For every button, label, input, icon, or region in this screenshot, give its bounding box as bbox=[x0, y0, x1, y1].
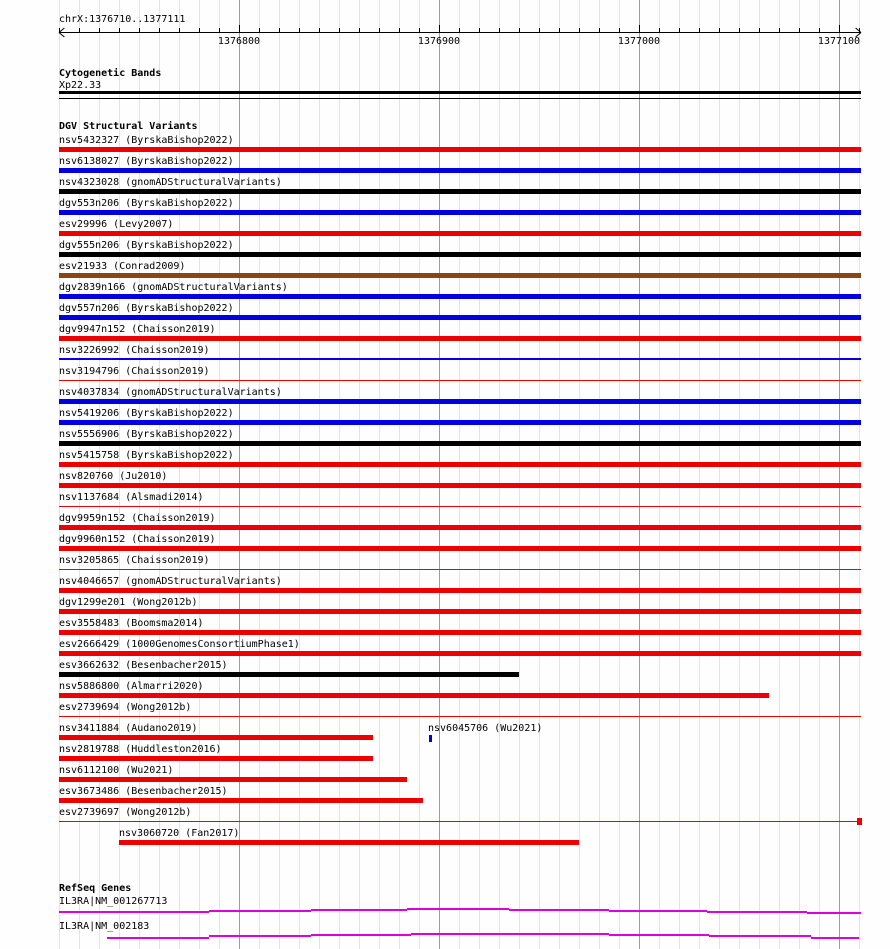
gridline-minor bbox=[319, 0, 320, 949]
variant-bar[interactable] bbox=[59, 168, 861, 173]
variant-bar[interactable] bbox=[59, 716, 861, 717]
variant-bar[interactable] bbox=[59, 380, 861, 381]
gridline-minor bbox=[279, 0, 280, 949]
variant-label[interactable]: nsv3411884 (Audano2019) bbox=[59, 723, 198, 734]
gridline-minor bbox=[599, 0, 600, 949]
gridline-minor bbox=[619, 0, 620, 949]
axis-tick-minor bbox=[219, 28, 220, 32]
variant-label[interactable]: esv3673486 (Besenbacher2015) bbox=[59, 786, 228, 797]
gene-structure-segment[interactable] bbox=[107, 937, 209, 939]
variant-bar[interactable] bbox=[59, 798, 423, 803]
gridline-minor bbox=[419, 0, 420, 949]
gridline-minor bbox=[259, 0, 260, 949]
gene-structure-segment[interactable] bbox=[209, 910, 311, 912]
variant-label[interactable]: nsv2819788 (Huddleston2016) bbox=[59, 744, 222, 755]
variant-label[interactable]: nsv5886800 (Almarri2020) bbox=[59, 681, 204, 692]
variant-label[interactable]: dgv9960n152 (Chaisson2019) bbox=[59, 534, 216, 545]
gridline-minor bbox=[799, 0, 800, 949]
variant-label[interactable]: nsv3205865 (Chaisson2019) bbox=[59, 555, 210, 566]
gridline-major bbox=[639, 0, 640, 949]
variant-label[interactable]: dgv555n206 (ByrskaBishop2022) bbox=[59, 240, 234, 251]
variant-label[interactable]: esv3558483 (Boomsma2014) bbox=[59, 618, 204, 629]
variant-label[interactable]: nsv5415758 (ByrskaBishop2022) bbox=[59, 450, 234, 461]
axis-tick-minor bbox=[599, 28, 600, 32]
axis-tick-minor bbox=[339, 28, 340, 32]
variant-label[interactable]: esv21933 (Conrad2009) bbox=[59, 261, 186, 272]
variant-bar[interactable] bbox=[59, 441, 861, 446]
variant-bar[interactable] bbox=[59, 462, 861, 467]
variant-label[interactable]: nsv6045706 (Wu2021) bbox=[428, 723, 543, 734]
axis-tick-minor bbox=[319, 28, 320, 32]
axis-line bbox=[59, 32, 861, 33]
axis-tick-minor bbox=[359, 28, 360, 32]
axis-tick-minor bbox=[759, 28, 760, 32]
section-title-dgv: DGV Structural Variants bbox=[59, 121, 198, 132]
variant-bar[interactable] bbox=[59, 231, 861, 236]
axis-tick-minor bbox=[559, 28, 560, 32]
axis-tick-minor bbox=[159, 28, 160, 32]
variant-bar[interactable] bbox=[59, 336, 861, 341]
axis-tick-major bbox=[639, 25, 640, 32]
cytoband-baseline bbox=[59, 98, 861, 99]
variant-bar[interactable] bbox=[59, 569, 861, 570]
gridline-minor bbox=[499, 0, 500, 949]
axis-tick-minor bbox=[479, 28, 480, 32]
gene-structure-segment[interactable] bbox=[311, 934, 411, 936]
gridline-minor bbox=[659, 0, 660, 949]
variant-bar[interactable] bbox=[59, 609, 861, 614]
gridline-minor bbox=[399, 0, 400, 949]
axis-tick-minor bbox=[699, 28, 700, 32]
gene-structure-segment[interactable] bbox=[707, 911, 807, 913]
variant-bar[interactable] bbox=[59, 210, 861, 215]
gene-structure-segment[interactable] bbox=[311, 909, 407, 911]
gridline-minor bbox=[739, 0, 740, 949]
axis-tick-minor bbox=[399, 28, 400, 32]
gridline-minor bbox=[299, 0, 300, 949]
gridline-minor bbox=[699, 0, 700, 949]
axis-tick-minor bbox=[379, 28, 380, 32]
variant-bar[interactable] bbox=[59, 294, 861, 299]
axis-tick-minor bbox=[279, 28, 280, 32]
variant-bar[interactable] bbox=[59, 651, 861, 656]
variant-label[interactable]: nsv4323028 (gnomADStructuralVariants) bbox=[59, 177, 282, 188]
variant-label[interactable]: nsv4046657 (gnomADStructuralVariants) bbox=[59, 576, 282, 587]
region-label: chrX:1376710..1377111 bbox=[59, 14, 186, 25]
variant-bar[interactable] bbox=[59, 273, 861, 278]
variant-label[interactable]: dgv1299e201 (Wong2012b) bbox=[59, 597, 198, 608]
gridline-minor bbox=[339, 0, 340, 949]
gene-structure-segment[interactable] bbox=[209, 935, 311, 937]
variant-label[interactable]: nsv6112100 (Wu2021) bbox=[59, 765, 174, 776]
gridline-minor bbox=[459, 0, 460, 949]
gene-structure-segment[interactable] bbox=[509, 909, 609, 911]
axis-tick-minor bbox=[419, 28, 420, 32]
axis-tick-minor bbox=[299, 28, 300, 32]
variant-label[interactable]: esv2666429 (1000GenomesConsortiumPhase1) bbox=[59, 639, 300, 650]
variant-bar[interactable] bbox=[59, 189, 861, 194]
variant-label[interactable]: dgv2839n166 (gnomADStructuralVariants) bbox=[59, 282, 288, 293]
variant-bar[interactable] bbox=[59, 252, 861, 257]
variant-label[interactable]: esv3662632 (Besenbacher2015) bbox=[59, 660, 228, 671]
gene-structure-segment[interactable] bbox=[407, 908, 509, 910]
axis-tick-label: 1376900 bbox=[417, 36, 461, 47]
variant-bar[interactable] bbox=[59, 506, 861, 507]
variant-label[interactable]: esv2739694 (Wong2012b) bbox=[59, 702, 192, 713]
variant-bar[interactable] bbox=[59, 147, 861, 152]
gridline-minor bbox=[579, 0, 580, 949]
axis-tick-minor bbox=[259, 28, 260, 32]
axis-tick-label: 1377100 bbox=[817, 36, 861, 47]
variant-label[interactable]: dgv557n206 (ByrskaBishop2022) bbox=[59, 303, 234, 314]
axis-tick-minor bbox=[659, 28, 660, 32]
variant-bar-tail[interactable] bbox=[857, 818, 862, 825]
axis-tick-minor bbox=[79, 28, 80, 32]
variant-label[interactable]: nsv4037834 (gnomADStructuralVariants) bbox=[59, 387, 282, 398]
axis-tick-minor bbox=[799, 28, 800, 32]
axis-tick-major bbox=[439, 25, 440, 32]
gene-structure-segment[interactable] bbox=[609, 910, 707, 912]
variant-bar[interactable] bbox=[59, 315, 861, 320]
axis-tick-minor bbox=[139, 28, 140, 32]
gridline-major bbox=[239, 0, 240, 949]
axis-tick-minor bbox=[99, 28, 100, 32]
gridline-minor bbox=[779, 0, 780, 949]
gene-structure-segment[interactable] bbox=[609, 934, 709, 936]
gridline-minor bbox=[679, 0, 680, 949]
variant-bar[interactable] bbox=[59, 735, 373, 740]
variant-bar[interactable] bbox=[59, 630, 861, 635]
variant-bar[interactable] bbox=[59, 821, 857, 822]
gridline-minor bbox=[539, 0, 540, 949]
variant-label[interactable]: dgv9947n152 (Chaisson2019) bbox=[59, 324, 216, 335]
gridline-major bbox=[839, 0, 840, 949]
axis-tick-minor bbox=[539, 28, 540, 32]
axis-tick-minor bbox=[719, 28, 720, 32]
variant-bar[interactable] bbox=[59, 588, 861, 593]
axis-tick-minor bbox=[859, 28, 860, 32]
axis-tick-minor bbox=[199, 28, 200, 32]
axis-tick-minor bbox=[499, 28, 500, 32]
variant-label[interactable]: esv29996 (Levy2007) bbox=[59, 219, 174, 230]
variant-bar[interactable] bbox=[59, 525, 861, 530]
gene-structure-segment[interactable] bbox=[411, 933, 609, 935]
axis-tick-label: 1376800 bbox=[217, 36, 261, 47]
axis-tick-minor bbox=[179, 28, 180, 32]
axis-tick-minor bbox=[119, 28, 120, 32]
gridline-minor bbox=[479, 0, 480, 949]
gene-structure-segment[interactable] bbox=[59, 911, 209, 913]
cytoband-label[interactable]: Xp22.33 bbox=[59, 80, 102, 91]
gridline-minor bbox=[379, 0, 380, 949]
gridline-minor bbox=[859, 0, 860, 949]
gene-structure-segment[interactable] bbox=[807, 912, 861, 914]
gene-structure-segment[interactable] bbox=[811, 937, 859, 939]
variant-bar[interactable] bbox=[59, 756, 373, 761]
gridline-minor bbox=[559, 0, 560, 949]
variant-bar[interactable] bbox=[429, 735, 432, 742]
variant-bar[interactable] bbox=[59, 672, 519, 677]
axis-tick-minor bbox=[779, 28, 780, 32]
axis-tick-minor bbox=[619, 28, 620, 32]
variant-label[interactable]: nsv5432327 (ByrskaBishop2022) bbox=[59, 135, 234, 146]
cytoband-bar[interactable] bbox=[59, 91, 861, 94]
gridline-minor bbox=[719, 0, 720, 949]
variant-label[interactable]: dgv9959n152 (Chaisson2019) bbox=[59, 513, 216, 524]
variant-label[interactable]: nsv820760 (Ju2010) bbox=[59, 471, 168, 482]
variant-label[interactable]: dgv553n206 (ByrskaBishop2022) bbox=[59, 198, 234, 209]
variant-bar[interactable] bbox=[59, 693, 769, 698]
axis-tick-major bbox=[239, 25, 240, 32]
variant-label[interactable]: nsv3226992 (Chaisson2019) bbox=[59, 345, 210, 356]
gridline-minor bbox=[359, 0, 360, 949]
axis-tick-major bbox=[839, 25, 840, 32]
gridline-major bbox=[439, 0, 440, 949]
axis-tick-minor bbox=[739, 28, 740, 32]
variant-label[interactable]: nsv5419206 (ByrskaBishop2022) bbox=[59, 408, 234, 419]
variant-label[interactable]: esv2739697 (Wong2012b) bbox=[59, 807, 192, 818]
section-title-refseq: RefSeq Genes bbox=[59, 883, 132, 894]
axis-tick-label: 1377000 bbox=[617, 36, 661, 47]
axis-tick-minor bbox=[519, 28, 520, 32]
variant-label[interactable]: nsv1137684 (Alsmadi2014) bbox=[59, 492, 204, 503]
variant-label[interactable]: nsv3194796 (Chaisson2019) bbox=[59, 366, 210, 377]
axis-tick-minor bbox=[459, 28, 460, 32]
variant-label[interactable]: nsv5556906 (ByrskaBishop2022) bbox=[59, 429, 234, 440]
gridline-minor bbox=[759, 0, 760, 949]
variant-bar[interactable] bbox=[59, 358, 861, 360]
gene-label[interactable]: IL3RA|NM_001267713 bbox=[59, 896, 168, 907]
gridline-minor bbox=[519, 0, 520, 949]
axis-tick-minor bbox=[819, 28, 820, 32]
variant-bar[interactable] bbox=[59, 777, 407, 782]
gene-label[interactable]: IL3RA|NM_002183 bbox=[59, 921, 150, 932]
axis-tick-minor bbox=[59, 28, 60, 32]
variant-label[interactable]: nsv6138027 (ByrskaBishop2022) bbox=[59, 156, 234, 167]
variant-bar[interactable] bbox=[59, 483, 861, 488]
axis-tick-minor bbox=[679, 28, 680, 32]
gridline-minor bbox=[819, 0, 820, 949]
axis-tick-minor bbox=[579, 28, 580, 32]
variant-bar[interactable] bbox=[59, 420, 861, 425]
variant-bar[interactable] bbox=[59, 399, 861, 404]
gene-structure-segment[interactable] bbox=[709, 935, 811, 937]
variant-label[interactable]: nsv3060720 (Fan2017) bbox=[119, 828, 240, 839]
variant-bar[interactable] bbox=[119, 840, 579, 845]
variant-bar[interactable] bbox=[59, 546, 861, 551]
section-title-cytobands: Cytogenetic Bands bbox=[59, 68, 162, 79]
